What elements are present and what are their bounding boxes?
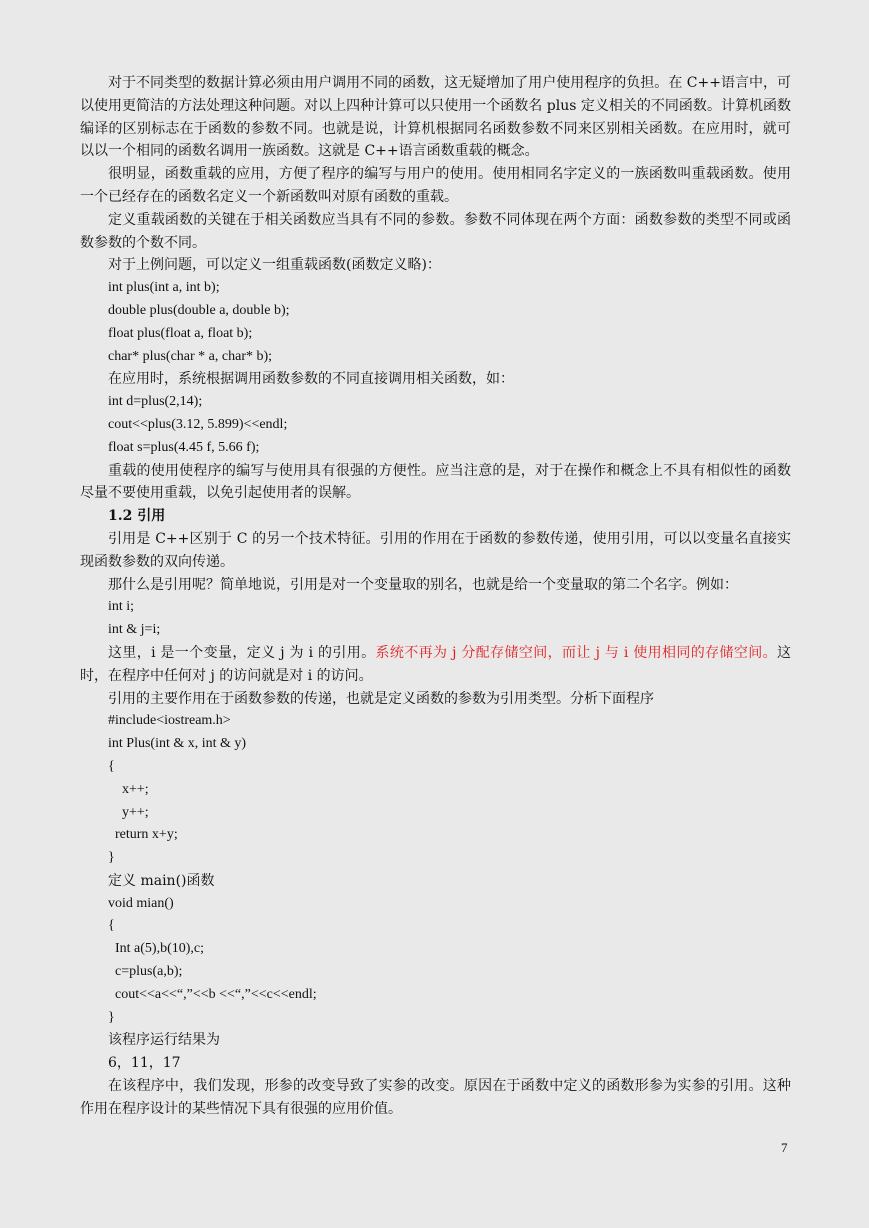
code-line: int i;: [108, 599, 135, 615]
code-line: float plus(float a, float b);: [108, 325, 253, 341]
page-number: 7: [781, 1140, 788, 1155]
program-output: 6，11，17: [108, 1055, 181, 1072]
text-span: 这里，i 是一个变量，定义 j 为 i 的引用。: [108, 644, 376, 661]
highlighted-text: 系统不再为 j 分配存储空间，而让 j 与 i 使用相同的存储空间。: [375, 644, 778, 661]
code-line: int Plus(int & x, int & y): [108, 736, 247, 752]
code-line: int & j=i;: [108, 622, 161, 638]
paragraph-with-highlight: [80, 642, 791, 688]
code-line: }: [108, 1009, 115, 1025]
code-line: return x+y;: [108, 827, 178, 843]
code-line: Int a(5),b(10),c;: [108, 941, 205, 957]
paragraph: 定义重载函数的关键在于相关函数应当具有不同的参数。参数不同体现在两个方面：函数参数的类型不同或函数参数的个数不同。: [80, 211, 791, 251]
paragraph: 在应用时，系统根据调用函数参数的不同直接调用相关函数，如：: [108, 371, 514, 388]
page-content: [80, 72, 791, 1121]
code-line: int d=plus(2,14);: [108, 394, 203, 410]
code-line: void mian(): [108, 895, 174, 911]
paragraph: 引用的主要作用在于函数参数的传递，也就是定义函数的参数为引用类型。分析下面程序: [108, 690, 654, 707]
code-line: #include<iostream.h>: [108, 713, 231, 729]
code-line: char* plus(char * a, char* b);: [108, 348, 273, 364]
code-line: float s=plus(4.45 f, 5.66 f);: [108, 439, 260, 455]
paragraph: 那什么是引用呢？简单地说，引用是对一个变量取的别名，也就是给一个变量取的第二个名字。例如：: [108, 576, 738, 593]
paragraph: 定义 main()函数: [108, 872, 215, 889]
code-line: x++;: [108, 781, 149, 797]
code-line: c=plus(a,b);: [108, 964, 183, 980]
paragraph: 对于上例问题，可以定义一组重载函数(函数定义略)：: [108, 257, 441, 274]
code-line: cout<<a<<“,”<<b <<“,”<<c<<endl;: [108, 986, 317, 1002]
paragraph: 在该程序中，我们发现，形参的改变导致了实参的改变。原因在于函数中定义的函数形参为实参的引用。这种作用在程序设计的某些情况下具有很强的应用价值。: [80, 1078, 791, 1117]
code-line: double plus(double a, double b);: [108, 302, 290, 318]
code-line: {: [108, 918, 115, 934]
paragraph: 对于不同类型的数据计算必须由用户调用不同的函数，这无疑增加了用户使用程序的负担。在 C++语言中，可以使用更简洁的方法处理这种问题。对以上四种计算可以只使用一个函数名 plus 定义相关的不同函数。计算机函数编译的区别标志在于函数的参数不同。也就是说，计算机根据同名函数参数不同来区别相关函数。在应用时，就可以以一个相同的函数名调用一族函数。这就是 C++语言函数重载的概念。: [80, 75, 791, 160]
paragraph: 引用是 C++区别于 C 的另一个技术特征。引用的作用在于函数的参数传递，使用引用，可以以变量名直接实现函数参数的双向传递。: [80, 530, 791, 570]
code-line: y++;: [108, 804, 149, 820]
code-line: }: [108, 850, 115, 866]
text-span: 这时，在程序中任何对 j 的访问就是对 i 的访问。: [80, 644, 792, 684]
code-line: {: [108, 758, 115, 774]
paragraph: 该程序运行结果为: [108, 1032, 220, 1049]
code-line: int plus(int a, int b);: [108, 280, 220, 296]
code-line: cout<<plus(3.12, 5.899)<<endl;: [108, 416, 288, 432]
paragraph: 很明显，函数重载的应用，方便了程序的编写与用户的使用。使用相同名字定义的一族函数叫重载函数。使用一个已经存在的函数名定义一个新函数叫对原有函数的重载。: [80, 166, 791, 205]
section-heading: 1.2 引用: [108, 508, 166, 525]
paragraph: 重载的使用使程序的编写与使用具有很强的方便性。应当注意的是，对于在操作和概念上不具有相似性的函数尽量不要使用重载，以免引起使用者的误解。: [80, 462, 791, 502]
